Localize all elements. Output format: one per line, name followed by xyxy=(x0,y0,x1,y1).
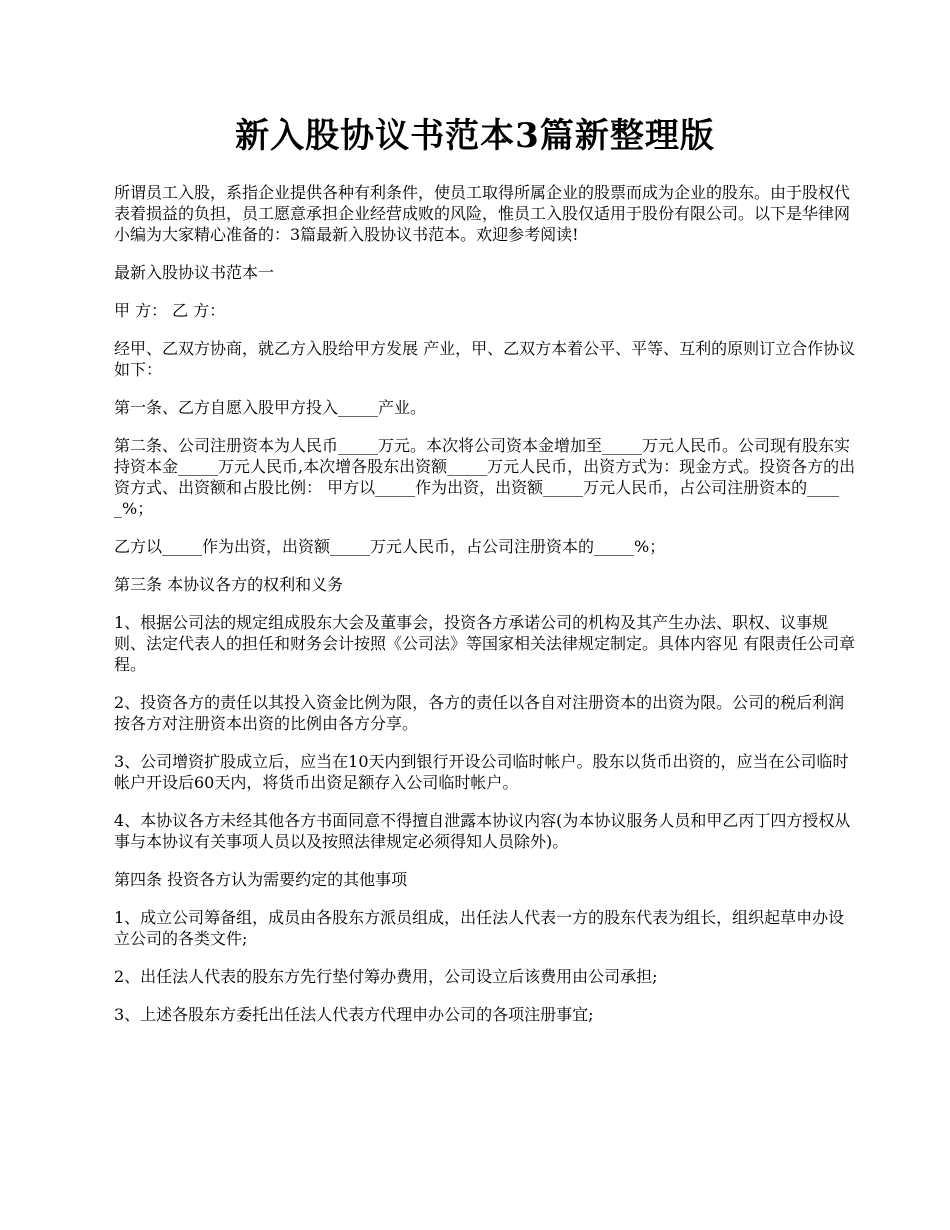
article-three-item-4: 4、本协议各方未经其他各方书面同意不得擅自泄露本协议内容(为本协议服务人员和甲乙丙丁四方授权从事与本协议有关事项人员以及按照法律规定必须得知人员除外)。 xyxy=(114,811,851,851)
article-four-item-1: 1、成立公司筹备组，成员由各股东方派员组成，出任法人代表一方的股东代表为组长，组织起草申办设立公司的各类文件; xyxy=(114,908,845,948)
article-two-party-b: 乙方以_____作为出资，出资额_____万元人民币，占公司注册资本的_____%； xyxy=(114,537,666,556)
document-body xyxy=(114,182,856,1042)
article-three-item-3: 3、公司增资扩股成立后，应当在10天内到银行开设公司临时帐户。股东以货币出资的，应当在公司临时帐户开设后60天内，将货币出资足额存入公司临时帐户。 xyxy=(114,752,849,792)
article-three-item-2: 2、投资各方的责任以其投入资金比例为限，各方的责任以各自对注册资本的出资为限。公司的税后利润按各方对注册资本出资的比例由各方分享。 xyxy=(114,693,845,733)
article-one: 第一条、乙方自愿入股甲方投入_____产业。 xyxy=(114,398,427,417)
parties-line: 甲 方： 乙 方： xyxy=(114,301,226,320)
article-three-item-1: 1、根据公司法的规定组成股东大会及董事会，投资各方承诺公司的机构及其产生办法、职权、议事规则、法定代表人的担任和财务会计按照《公司法》等国家相关法律规定制定。具体内容见 有限责任公司章程。 xyxy=(114,613,856,674)
article-two: 第二条、公司注册资本为人民币_____万元。本次将公司资本金增加至_____万元人民币。公司现有股东实持资本金_____万元人民币,本次增各股东出资额_____万元人民币，出资方式为：现金方式。投资各方的出资方式、出资额和占股比例： 甲方以_____作为出资，出资额_____万元人民币，占公司注册资本的_____%； xyxy=(114,436,856,518)
article-four-item-2: 2、出任法人代表的股东方先行垫付筹办费用，公司设立后该费用由公司承担; xyxy=(114,967,658,986)
article-three-heading: 第三条 本协议各方的权利和义务 xyxy=(114,575,344,594)
document-title: 新入股协议书范本3篇新整理版 xyxy=(235,116,715,156)
article-four-item-3: 3、上述各股东方委托出任法人代表方代理申办公司的各项注册事宜; xyxy=(114,1005,594,1024)
section-heading-template-one: 最新入股协议书范本一 xyxy=(114,263,275,282)
article-four-heading: 第四条 投资各方认为需要约定的其他事项 xyxy=(114,870,408,889)
preamble-paragraph: 经甲、乙双方协商，就乙方入股给甲方发展 产业，甲、乙双方本着公平、平等、互利的原则订立合作协议如下： xyxy=(114,339,856,379)
intro-paragraph: 所谓员工入股，系指企业提供各种有利条件，使员工取得所属企业的股票而成为企业的股东。由于股权代表着损益的负担，员工愿意承担企业经营成败的风险，惟员工入股仅适用于股份有限公司。以下是华律网小编为大家精心准备的：3篇最新入股协议书范本。欢迎参考阅读! xyxy=(114,183,851,244)
